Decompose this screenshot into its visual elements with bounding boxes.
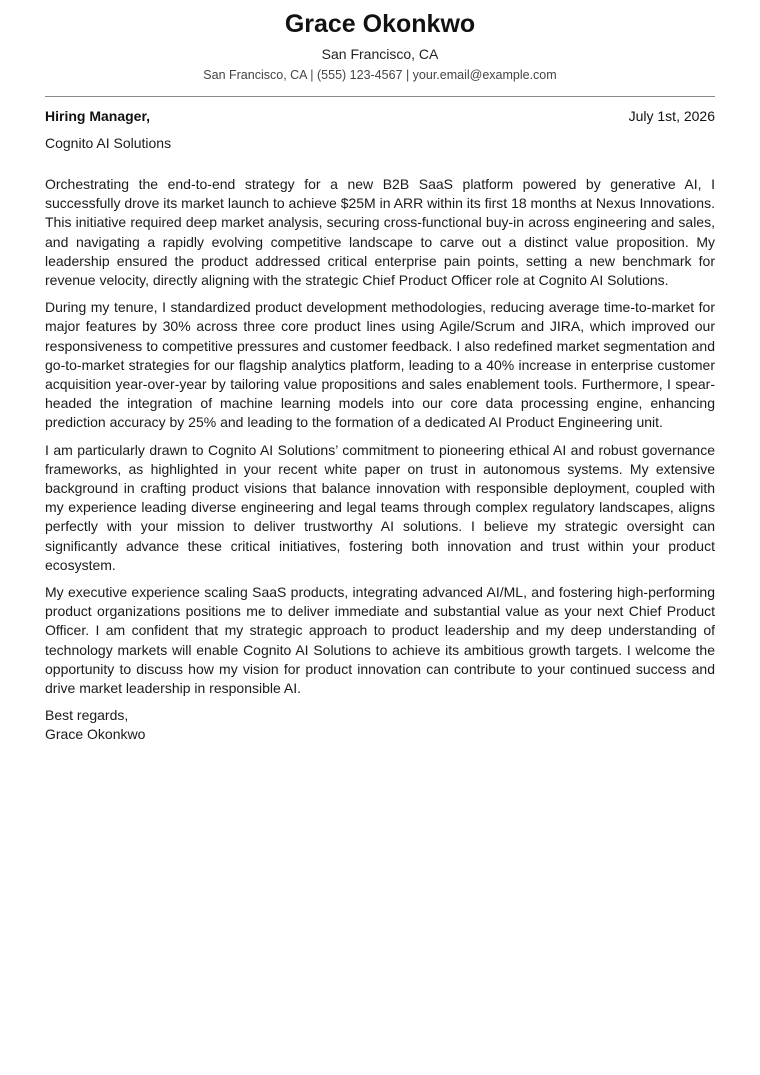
closing-phrase: Best regards, — [45, 707, 129, 724]
letter-closing — [45, 706, 715, 744]
recipient-company: Cognito AI Solutions — [45, 135, 172, 151]
applicant-contact-line: San Francisco, CA | (555) 123-4567 | your.email@example.com — [203, 68, 557, 82]
applicant-name: Grace Okonkwo — [284, 10, 476, 38]
recipient-salutation: Hiring Manager, — [45, 108, 151, 124]
letter-header — [45, 0, 715, 83]
letter-date: July 1st, 2026 — [628, 108, 715, 124]
body-paragraph-4: My executive experience scaling SaaS products, integrating advanced AI/ML, and fostering high-performing product organizations positions me to deliver immediate and substantial value as your next Chief Product Officer. I am confident that my strategic approach to product leadership and my deep understanding of technology markets will enable Cognito AI Solutions to achieve its ambitious growth targets. I welcome the opportunity to discuss how my vision for product innovation can contribute to your continued success and drive market leadership in responsible AI. — [45, 584, 715, 697]
recipient-date-row — [45, 107, 715, 125]
letter-body — [45, 175, 715, 698]
signature-name: Grace Okonkwo — [45, 726, 146, 743]
body-paragraph-2: During my tenure, I standardized product development methodologies, reducing average time-to-market for major features by 30% across three core product lines using Agile/Scrum and JIRA, which improved our responsiveness to competitive pressures and customer feedback. I also redefined market segmentation and go-to-market strategies for our flagship analytics platform, leading to a 40% increase in enterprise customer acquisition year-over-year by tailoring value propositions and sales enablement tools. Furthermore, I spear-headed the integration of machine learning models into our core data processing engine, enhancing prediction accuracy by 25% and leading to the formation of a dedicated AI Product Engineering unit. — [45, 299, 715, 431]
body-paragraph-3: I am particularly drawn to Cognito AI Solutions’ commitment to pioneering ethical AI and robust governance frameworks, as highlighted in your recent white paper on trust in autonomous systems. My extensive background in crafting product visions that balance innovation with responsible deployment, coupled with my experience leading diverse engineering and legal teams through complex regulatory landscapes, aligns perfectly with your mission to deliver trustworthy AI solutions. I believe my strategic oversight can significantly advance these critical initiatives, fostering both innovation and trust within your product ecosystem. — [45, 441, 715, 573]
body-paragraph-1: Orchestrating the end-to-end strategy for a new B2B SaaS platform powered by generative AI, I successfully drove its market launch to achieve $25M in ARR within its first 18 months at Nexus Innovations. This initiative required deep market analysis, securing cross-functional buy-in across engineering and sales, and navigating a rapidly evolving competitive landscape to carve out a distinct value proposition. My leadership ensured the product addressed critical enterprise pain points, setting a new benchmark for revenue velocity, directly aligning with the strategic Chief Product Officer role at Cognito AI Solutions. — [45, 176, 715, 289]
header-divider — [45, 96, 715, 97]
applicant-location: San Francisco, CA — [321, 46, 439, 62]
